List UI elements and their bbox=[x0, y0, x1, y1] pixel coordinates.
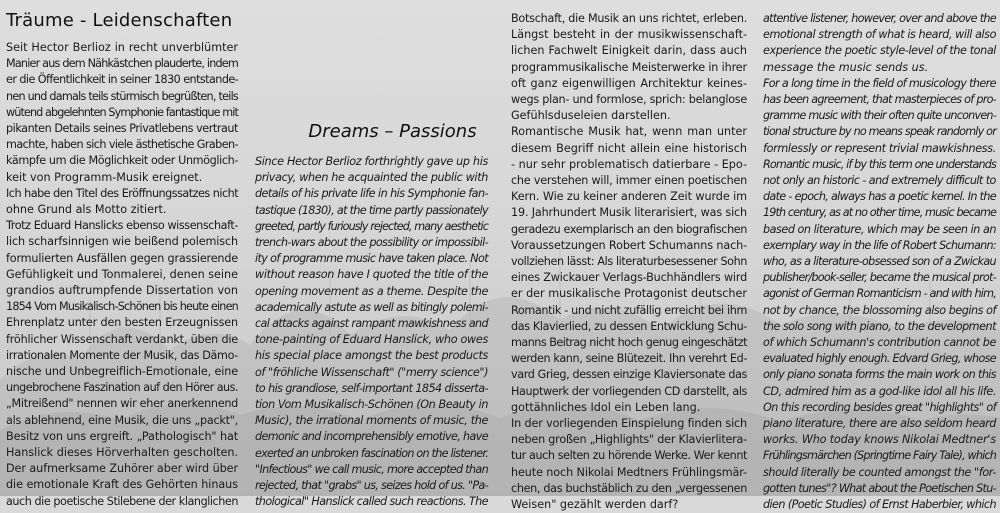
text-line: lichen Fachwelt Einigkeit darin, dass auch bbox=[511, 44, 747, 58]
text-line: 19. Jahrhundert Musik literarisiert, was sich bbox=[511, 206, 747, 220]
text-line: exemplary way in the life of Robert Schumann: bbox=[763, 238, 996, 252]
text-line: Ich habe den Titel des Eröffnungssatzes nicht bbox=[6, 186, 239, 200]
text-line: piano literature, there are also seldom heard bbox=[763, 417, 996, 431]
text-line: should literally be counted amongst the "for- bbox=[763, 465, 996, 479]
text-line: als ablehnend, eine Musik, die uns „packt", bbox=[6, 413, 238, 427]
text-line: evaluated highly enough. Edvard Grieg, whose bbox=[763, 352, 996, 366]
text-line: date - epoch, always has a poetic kernel. In the bbox=[763, 190, 996, 204]
text-line: Music), the irrational moments of music, the bbox=[255, 414, 488, 428]
text-line: Romantic music, if by this term one understands bbox=[763, 157, 996, 171]
text-line: exerted an unbroken fascination on the listener. bbox=[255, 446, 488, 460]
text-line: Since Hector Berlioz forthrightly gave up his bbox=[255, 155, 488, 168]
text-line: details of his private life in his Symphonie fan- bbox=[255, 187, 488, 201]
text-line: cal attacks against rampant mawkishness and bbox=[255, 317, 488, 331]
text-line: rejected, that "grabs" us, seizes hold of us. "Pa- bbox=[255, 479, 488, 493]
text-line: irrationalen Momente der Musik, das Dämo- bbox=[6, 348, 238, 362]
text-line: nen und damals teils stürmisch begrüßten, teils bbox=[6, 89, 238, 103]
text-line: „Mitreißend" nennen wir eher anerkennend bbox=[6, 397, 238, 411]
text-line: of "fröhliche Wissenschaft" ("merry science") bbox=[255, 365, 488, 379]
text-line: demonic and incomprehensibly emotive, have bbox=[255, 430, 488, 444]
text-line: auch die poetische Stilebene der klanglichen bbox=[6, 494, 238, 508]
text-line: formulierten Ausfällen gegen grassierende bbox=[6, 251, 238, 265]
text-line: Der aufmerksame Zuhörer aber wird über bbox=[6, 462, 238, 476]
text-line: Längst besteht in der musikwissenschaft- bbox=[511, 28, 747, 42]
text-line: Weisen" gezählt werden darf? bbox=[511, 498, 679, 512]
text-line: fröhlicher Wissenschaft verdankt, üben die bbox=[6, 332, 238, 346]
text-line: ity of programme music have taken place. Not bbox=[255, 252, 488, 266]
text-line: Gefühligkeit und Tonmalerei, denen seine bbox=[6, 267, 238, 281]
text-line: Voraussetzungen Robert Schumanns nach- bbox=[511, 238, 747, 252]
text-line: 1854 Vom Musikalisch-Schönen bis heute einen bbox=[6, 300, 238, 314]
text-line: oft ganz eigenwilligen Architektur keines- bbox=[511, 76, 747, 90]
text-line: has been agreement, that masterpieces of pro- bbox=[763, 93, 996, 107]
text-line: das Klavierlied, zu dessen Entwicklung Schu- bbox=[511, 319, 747, 333]
text-line: not only an historic - and extremely difficult to bbox=[763, 174, 996, 188]
text-line: the solo song with piano, to the development bbox=[763, 319, 996, 333]
text-line: machte, haben sich viele ästhetische Graben- bbox=[6, 138, 238, 152]
text-line: er der musikalische Protagonist deutscher bbox=[511, 287, 747, 301]
text-line: - nur sehr problematisch datierbare - Epo- bbox=[511, 157, 747, 171]
text-line: without reason have I quoted the title of the bbox=[255, 268, 488, 282]
text-line: Trotz Eduard Hanslicks ebenso wissenschaft- bbox=[6, 219, 238, 233]
text-line: based on literature, which may be seen in an bbox=[763, 222, 997, 236]
text-line: only piano sonata forms the main work on this bbox=[763, 368, 996, 382]
text-line: tional structure by no means speak randomly or bbox=[763, 125, 996, 139]
text-line: publisher/book-seller, became the musical prot- bbox=[763, 271, 996, 285]
text-line: lich scharfsinnigen wie beißend polemisch bbox=[6, 235, 238, 249]
text-line: vollziehen lässt: Als literaturbesessener Sohn bbox=[511, 255, 747, 269]
text-line: Hanslick dieses Hörverhalten gescholten. bbox=[6, 446, 238, 460]
text-line: gotten tunes"? What about the Poetischen Stu- bbox=[763, 481, 996, 495]
text-line: geradezu exemplarisch an den biografischen bbox=[511, 222, 747, 236]
text-line: die emotionale Kraft des Gehörten hinaus bbox=[6, 478, 238, 492]
text-line: experience the poetic style-level of the tonal bbox=[763, 44, 996, 58]
text-line: che verstehen will, immer einen poetischen bbox=[511, 174, 747, 188]
text-line: 19th century, as at no other time, music became bbox=[763, 206, 996, 220]
text-line: opening movement as a theme. Despite the bbox=[255, 284, 488, 298]
text-line: nische und Unbegreiflich-Emotionale, eine bbox=[6, 365, 238, 379]
text-line: his special place amongst the best products bbox=[255, 349, 488, 363]
text-line: message the music sends us. bbox=[763, 60, 929, 74]
text-line: Romantische Musik hat, wenn man unter bbox=[511, 125, 747, 139]
text-line: wegs plan- und formlose, sprich: belanglose bbox=[511, 93, 747, 107]
text-line: pikanten Details seines Privatlebens vertraut bbox=[6, 122, 238, 136]
text-line: Ehrenplatz unter den besten Erzeugnissen bbox=[6, 316, 238, 330]
text-line: works. Who today knows Nikolai Medtner's bbox=[763, 433, 996, 447]
text-line: to his grandiose, self-important 1854 disserta- bbox=[255, 381, 488, 395]
text-line: Frühlingsmärchen (Springtime Fairy Tale), which bbox=[763, 449, 996, 463]
text-line: not by chance, the blossoming also begins of bbox=[763, 303, 996, 317]
text-line: er die Öffentlichkeit in seiner 1830 entstande- bbox=[6, 73, 239, 87]
text-line: heute noch Nikolai Medtners Frühlingsmär- bbox=[511, 465, 747, 479]
text-line: ohne Grund als Motto zitiert. bbox=[6, 203, 167, 217]
text-line: agonist of German Romanticism - and with him, bbox=[763, 287, 996, 301]
german-column-2 bbox=[511, 11, 747, 513]
text-line: programmusikalische Meisterwerke in ihrer bbox=[511, 60, 747, 74]
text-line: CD, admired him as a god-like idol all his life. bbox=[763, 384, 996, 398]
german-column-1 bbox=[6, 40, 238, 510]
text-line: tur auch selten zu hörende Werke. Wer kennt bbox=[511, 449, 747, 463]
text-line: emotional strength of what is heard, will also bbox=[763, 28, 996, 42]
text-line: Manier aus dem Nähkästchen plauderte, indem bbox=[6, 57, 238, 71]
text-line: tone-painting of Eduard Hanslick, who owes bbox=[255, 333, 488, 347]
text-line: privacy, when he acquainted the public with bbox=[255, 171, 488, 185]
text-line: tion Vom Musikalisch-Schönen (On Beauty in bbox=[255, 398, 488, 412]
text-line: Kern. Wie zu keiner anderen Zeit wurde im bbox=[511, 190, 747, 204]
text-line: chen, das buchstäblich zu den „vergessenen bbox=[511, 481, 747, 495]
text-line: eines Zwickauer Verlags-Buchhändlers wird bbox=[511, 271, 747, 285]
text-line: On this recording besides great "highlights" of bbox=[763, 400, 996, 414]
text-line: manns Beitrag nicht hoch genug eingeschätzt bbox=[511, 336, 747, 350]
text-line: formlessly or represent trivial mawkishness. bbox=[763, 141, 996, 155]
german-title: Träume - Leidenschaften bbox=[6, 10, 233, 31]
text-line: trench-wars about the possibility or impossibil- bbox=[255, 236, 488, 250]
text-line: diesem Begriff nicht allein eine historisch bbox=[511, 141, 747, 155]
text-line: In der vorliegenden Einspielung finden sich bbox=[511, 417, 747, 431]
text-line: thological" Hanslick called such reactions. The bbox=[255, 495, 488, 509]
text-line: kämpfe um die Möglichkeit oder Unmöglich- bbox=[6, 154, 238, 168]
text-line: Seit Hector Berlioz in recht unverblümter bbox=[6, 41, 238, 54]
text-line: "Infectious" we call music, more accepted than bbox=[255, 462, 488, 476]
text-line: gramme music with their often quite unconven- bbox=[763, 109, 996, 123]
text-line: Romantik - und nicht zufällig erreicht bei ihm bbox=[511, 303, 747, 317]
text-line: For a long time in the field of musicology there bbox=[763, 76, 996, 90]
text-line: Gefühlsduseleien darstellen. bbox=[511, 109, 671, 123]
text-line: academically astute as well as bitingly polemi- bbox=[255, 300, 488, 314]
text-line: attentive listener, however, over and above the bbox=[763, 12, 996, 25]
text-line: Hauptwerk der vorliegenden CD darstellt, als bbox=[511, 384, 747, 398]
text-line: vard Grieg, dessen einzige Klaviersonate das bbox=[511, 368, 747, 382]
text-line: werden kann, seine Blütezeit. Ihn verehrt Ed- bbox=[511, 352, 747, 366]
text-line: ungebrochene Faszination auf den Hörer aus. bbox=[6, 381, 238, 395]
text-line: wütend abgelehnten Symphonie fantastique mit bbox=[6, 105, 238, 119]
text-line: tastique (1830), at the time partly passionately bbox=[255, 203, 488, 217]
english-title: Dreams – Passions bbox=[308, 121, 477, 142]
text-line: who, as a literature-obsessed son of a Zwickau bbox=[763, 255, 996, 269]
text-line: Besitz von uns ergreift. „Pathologisch" hat bbox=[6, 429, 238, 443]
text-line: greeted, partly furiously rejected, many aesthetic bbox=[255, 219, 488, 233]
text-line: of which Schumann's contribution cannot be bbox=[763, 336, 996, 350]
text-line: dien (Poetic Studies) of Ernst Haberbier, which bbox=[763, 498, 996, 512]
text-line: gottähnliches Idol ein Leben lang. bbox=[511, 400, 701, 414]
text-line: keit von Programm-Musik ereignet. bbox=[6, 170, 203, 184]
text-line: grandios auftrumpfende Dissertation von bbox=[6, 284, 238, 298]
text-line: neben großen „Highlights" der Klavierlitera- bbox=[511, 433, 747, 447]
text-line: Botschaft, die Musik an uns richtet, erleben. bbox=[511, 12, 747, 25]
english-column-1 bbox=[255, 154, 488, 510]
english-column-2 bbox=[763, 11, 996, 513]
